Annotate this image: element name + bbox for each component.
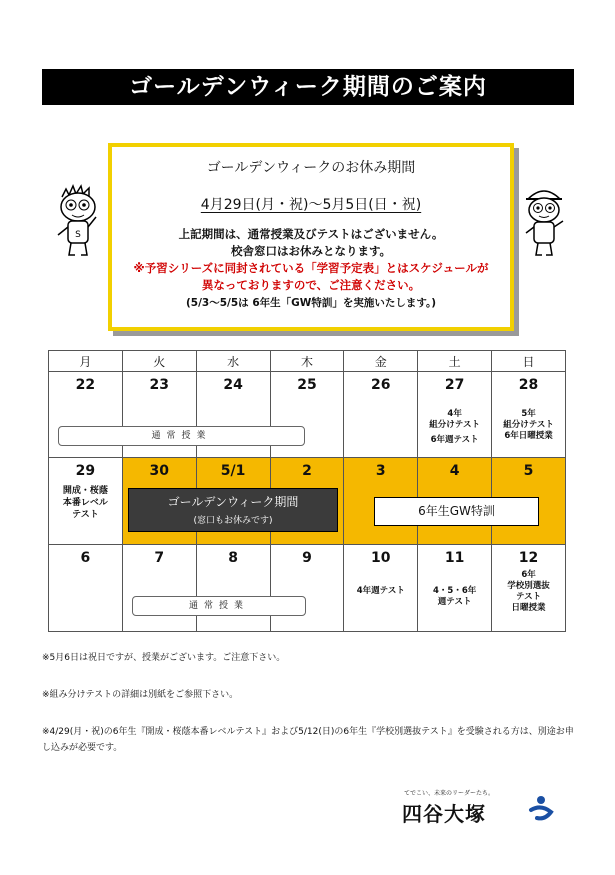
notice-warning2: 異なっておりますので、ご注意ください。 — [201, 278, 421, 292]
event-line: 組分けテスト — [429, 420, 480, 430]
weekday-header-row — [49, 351, 566, 372]
weekday-header: 水 — [196, 351, 270, 372]
svg-text:S: S — [75, 230, 81, 240]
day-events — [492, 409, 565, 442]
notice-line3: (5/3～5/5は 6年生「GW特訓」を実施いたします。) — [185, 297, 437, 309]
regular-class-bar: 通常授業 — [132, 596, 306, 616]
notice-line1: 上記期間は、通常授業及びテストはございません。 — [178, 227, 444, 241]
day-events — [492, 570, 565, 614]
event-line: 6年 — [521, 570, 536, 580]
day-number: 10 — [371, 550, 391, 566]
event-line: 4年 — [447, 409, 462, 419]
day-cell — [122, 545, 196, 632]
day-number: 25 — [297, 377, 317, 393]
gw-special-training-box: 6年生GW特訓 — [374, 497, 539, 526]
day-events — [344, 586, 417, 597]
event-line: 学校別選抜 — [507, 581, 550, 591]
weekday-header: 金 — [344, 351, 418, 372]
notice-dates: 4月29日(月・祝)～5月5日(日・祝) — [200, 197, 422, 213]
notice-body — [112, 226, 510, 294]
brand-name: 四谷大塚 — [402, 802, 486, 826]
day-number: 22 — [75, 377, 96, 393]
event-line: 4年週テスト — [356, 586, 405, 596]
day-events — [49, 485, 122, 521]
event-line: 6年週テスト — [430, 435, 479, 445]
day-number: 26 — [371, 377, 391, 393]
brand-tagline: てでこい、未来のリーダーたち。 — [404, 790, 495, 797]
event-line: 週テスト — [437, 597, 472, 607]
day-number: 9 — [302, 550, 312, 566]
day-cell — [344, 372, 418, 458]
event-line: テスト — [515, 592, 542, 602]
day-cell — [49, 458, 123, 545]
day-cell — [196, 545, 270, 632]
notice-heading: ゴールデンウィークのお休み期間 — [206, 160, 416, 176]
page-title: ゴールデンウィーク期間のご案内 — [42, 69, 574, 105]
day-cell — [418, 545, 492, 632]
day-cell — [270, 545, 344, 632]
note-2: ※組み分けテストの詳細は別紙をご参照下さい。 — [42, 690, 239, 700]
event-line: 開成・桜蔭 — [62, 486, 108, 496]
event-line: 日曜授業 — [511, 603, 546, 613]
note-1: ※5月6日は祝日ですが、授業がございます。ご注意下さい。 — [42, 653, 286, 663]
event-line: 組分けテスト — [503, 420, 554, 430]
day-number: 27 — [444, 377, 465, 393]
weekday-header: 火 — [122, 351, 196, 372]
day-number: 3 — [375, 463, 386, 479]
weekday-header: 土 — [418, 351, 492, 372]
gw-period-title: ゴールデンウィーク期間 — [167, 495, 299, 509]
girl-mascot-right-icon — [518, 183, 570, 259]
notice-line2: 校舎窓口はお休みとなります。 — [230, 244, 392, 258]
event-line: テスト — [72, 510, 99, 520]
day-number: 11 — [444, 550, 465, 566]
weekday-header: 月 — [49, 351, 123, 372]
weekday-header: 日 — [492, 351, 566, 372]
calendar-week-row — [49, 545, 566, 632]
event-line: 本番レベル — [62, 498, 108, 508]
gw-period-subtitle: (窓口もお休みです) — [193, 516, 273, 526]
brand-logo — [400, 786, 565, 826]
day-number: 5 — [523, 463, 534, 479]
day-number: 29 — [75, 463, 96, 479]
day-events — [418, 586, 491, 608]
event-line: 6年日曜授業 — [504, 431, 553, 441]
weekday-header: 木 — [270, 351, 344, 372]
day-number: 5/1 — [220, 463, 246, 479]
day-number: 6 — [80, 550, 91, 566]
day-cell — [344, 545, 418, 632]
day-cell — [492, 545, 566, 632]
day-cell — [492, 372, 566, 458]
day-number: 28 — [518, 377, 539, 393]
note-3: ※4/29(月・祝)の6年生『開成・桜蔭本番レベルテスト』および5/12(日)の6年生『学校別選抜テスト』を受験される方は、別途お申し込みが必要です。 — [42, 727, 574, 753]
holiday-notice-box — [108, 143, 514, 331]
boy-mascot-left-icon — [52, 183, 104, 259]
day-number: 7 — [154, 550, 165, 566]
event-line: 4・5・6年 — [433, 586, 477, 596]
event-line: 5年 — [521, 409, 536, 419]
notice-warning1: ※予習シリーズに同封されている「学習予定表」とはスケジュールが — [133, 261, 489, 275]
day-number: 12 — [518, 550, 539, 566]
day-number: 23 — [149, 377, 169, 393]
gw-period-box — [128, 488, 338, 532]
day-cell — [418, 372, 492, 458]
day-cell — [49, 545, 123, 632]
day-events — [418, 409, 491, 446]
day-number: 4 — [449, 463, 460, 479]
day-number: 24 — [223, 377, 243, 393]
regular-class-bar: 通常授業 — [58, 426, 305, 446]
day-number: 30 — [149, 463, 169, 479]
brand-mark-icon — [528, 794, 554, 822]
day-number: 8 — [228, 550, 238, 566]
day-number: 2 — [302, 463, 312, 479]
